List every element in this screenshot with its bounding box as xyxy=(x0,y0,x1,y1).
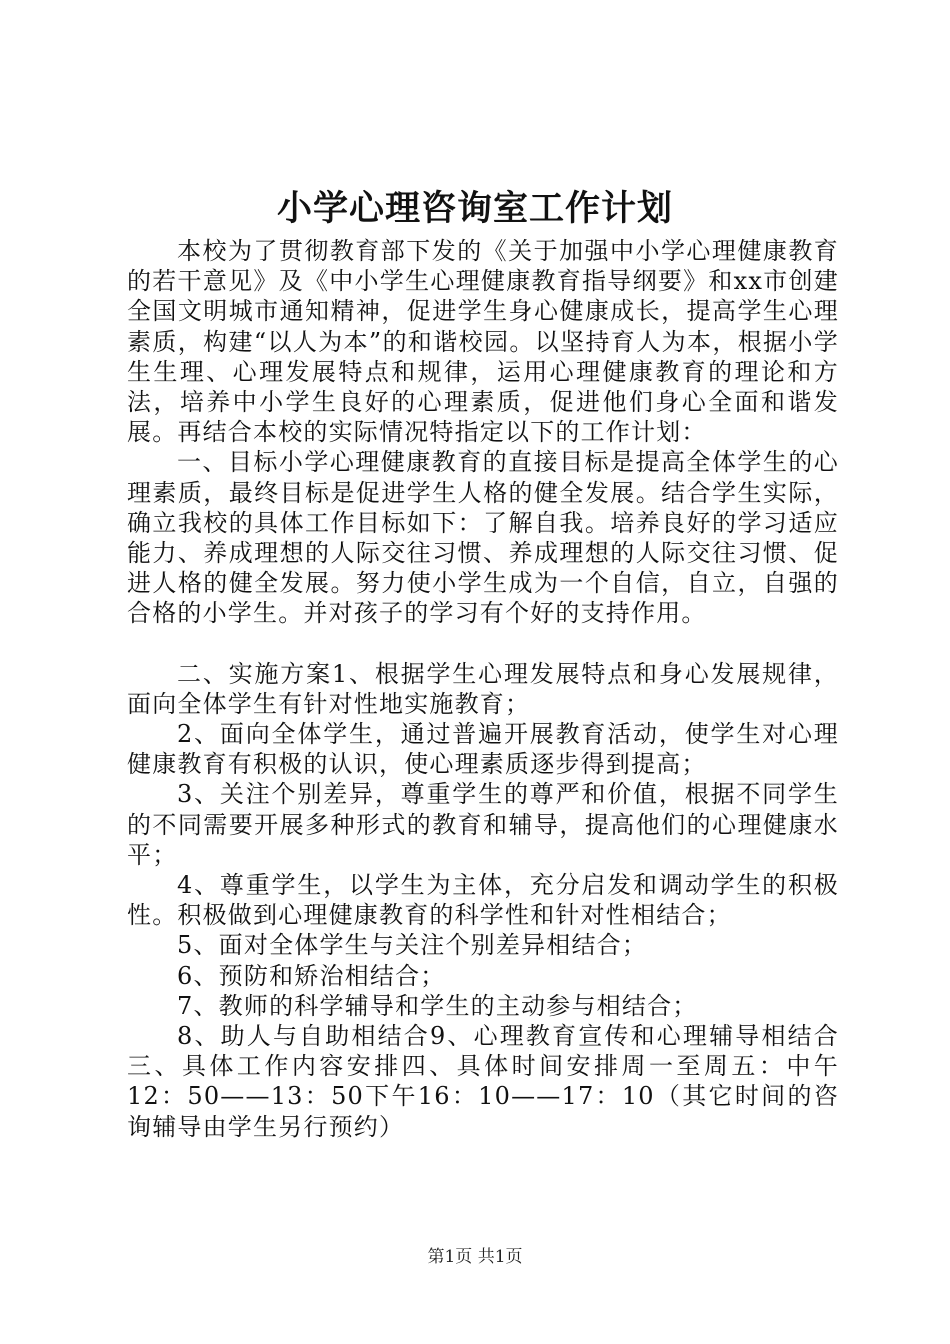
paragraph-plan-item-6: 6、预防和矫治相结合； xyxy=(177,961,446,990)
paragraph-plan-item-3: 3、关注个别差异，尊重学生的尊严和价值，根据不同学生的不同需要开展多种形式的教育和辅导，提高他们的心理健康水平； xyxy=(127,780,839,869)
page-footer: 第1页 共1页 xyxy=(427,1247,523,1267)
paragraph-plan-item-8-schedule: 8、助人与自助相结合9、心理教育宣传和心理辅导相结合三、具体工作内容安排四、具体时间安排周一至周五：中午12：50——13：50下午16：10——17：10（其它时间的咨询辅导由学生另行预约） xyxy=(127,1022,839,1141)
paragraph-plan-item-1: 二、实施方案1、根据学生心理发展特点和身心发展规律，面向全体学生有针对性地实施教育； xyxy=(127,659,839,718)
paragraph-intro: 本校为了贯彻教育部下发的《关于加强中小学心理健康教育的若干意见》及《中小学生心理健康教育指导纲要》和xx市创建全国文明城市通知精神，促进学生身心健康成长，提高学生心理素质，构建“以人为本”的和谐校园。以坚持育人为本，根据小学生生理、心理发展特点和规律，运用心理健康教育的理论和方法，培养中小学生良好的心理素质，促进他们身心全面和谐发展。再结合本校的实际情况特指定以下的工作计划： xyxy=(127,237,839,447)
paragraph-goals: 一、目标小学心理健康教育的直接目标是提高全体学生的心理素质，最终目标是促进学生人格的健全发展。结合学生实际，确立我校的具体工作目标如下：了解自我。培养良好的学习适应能力、养成理想的人际交往习惯、养成理想的人际交往习惯、促进人格的健全发展。努力使小学生成为一个自信，自立，自强的合格的小学生。并对孩子的学习有个好的支持作用。 xyxy=(127,448,839,628)
paragraph-plan-item-7: 7、教师的科学辅导和学生的主动参与相结合； xyxy=(177,991,698,1020)
paragraph-plan-item-2: 2、面向全体学生，通过普遍开展教育活动，使学生对心理健康教育有积极的认识，使心理素质逐步得到提高； xyxy=(127,720,839,779)
document-body xyxy=(127,236,839,1142)
paragraph-plan-item-5: 5、面对全体学生与关注个别差异相结合； xyxy=(177,931,648,960)
paragraph-plan-item-4: 4、尊重学生，以学生为主体，充分启发和调动学生的积极性。积极做到心理健康教育的科学性和针对性相结合； xyxy=(127,871,839,930)
document-title: 小学心理咨询室工作计划 xyxy=(276,188,673,229)
